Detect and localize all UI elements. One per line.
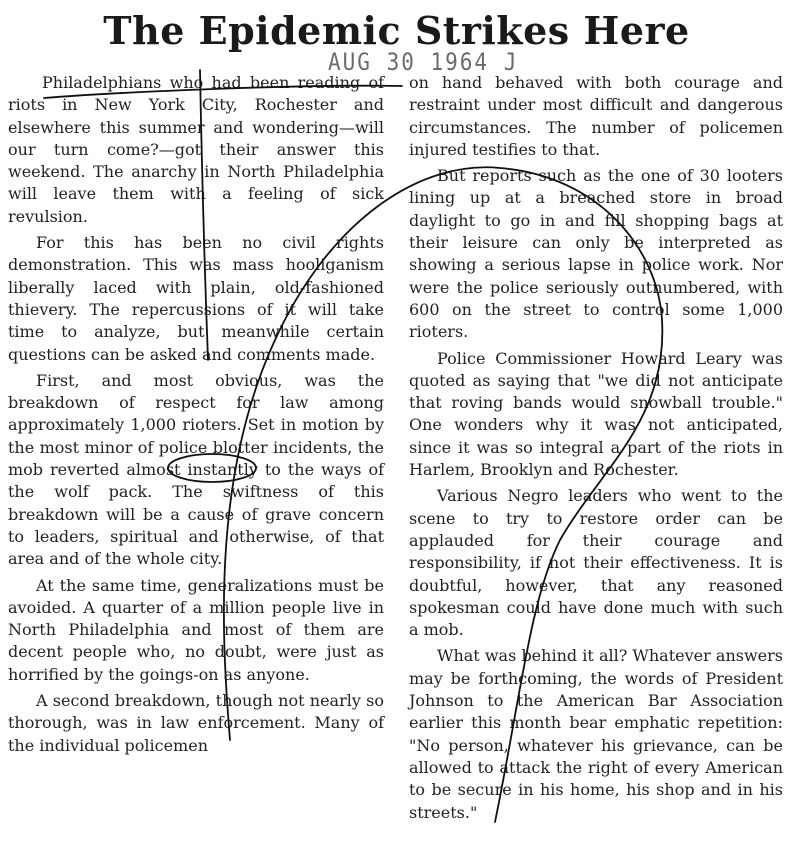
- paragraph: on hand behaved with both courage and restraint under most difficult and dangerous circumstances. The number of policemen injured testifies to that.: [409, 73, 783, 159]
- paragraph: Various Negro leaders who went to the scene to try to restore order can be applauded for their courage and responsibility, if not their effectiveness. It is doubtful, however, that any reasoned spokesman could have done much with such a mob.: [409, 486, 783, 640]
- paragraph: Philadelphians who had been reading of riots in New York City, Rochester and elsewhere this summer and wondering—will our turn come?—got their answer this weekend. The anarchy in North Philadelphia will leave them with a feeling of sick revulsion.: [8, 73, 384, 226]
- right-column: [409, 72, 783, 828]
- paragraph: A second breakdown, though not nearly so thorough, was in law enforcement. Many of the individual policemen: [8, 691, 384, 755]
- headline: The Epidemic Strikes Here: [103, 8, 690, 53]
- paragraph: But reports such as the one of 30 looters lining up at a breached store in broad daylight to go in and fill shopping bags at their leisure can only be interpreted as showing a serious lapse in police work. Nor were the police seriously outnumbered, with 600 on the street to control some 1,000 rioters.: [409, 166, 783, 342]
- paragraph: First, and most obvious, was the breakdown of respect for law among approximately 1,000 rioters. Set in motion by the most minor of police blotter incidents, the mob reverted almost instantly to the ways of the wolf pack. The swiftness of this breakdown will be a cause of grave concern to leaders, spiritual and otherwise, of that area and of the whole city.: [8, 370, 384, 569]
- paragraph: Police Commissioner Howard Leary was quoted as saying that "we did not anticipate that roving bands would snowball trouble." One wonders why it was not anticipated, since it was so integral a part of the riots in Harlem, Brooklyn and Rochester.: [409, 348, 783, 480]
- left-column: [8, 72, 384, 761]
- paragraph: What was behind it all? Whatever answers may be forthcoming, the words of President Johnson to the American Bar Association earlier this month bear emphatic repetition: "No person, whatever his grievance, can be allowed to attack the right of every American to be secure in his home, his shop and in his streets.": [409, 646, 783, 822]
- paragraph: At the same time, generalizations must be avoided. A quarter of a million people live in North Philadelphia and most of them are decent people who, no doubt, were just as horrified by the goings-on as anyone.: [8, 575, 384, 684]
- date-stamp: AUG 30 1964 J: [328, 48, 519, 76]
- paragraph: For this has been no civil rights demonstration. This was mass hooliganism liberally laced with plain, old-fashioned thievery. The repercussions of it will take time to analyze, but meanwhile certain questions can be asked and comments made.: [8, 233, 384, 364]
